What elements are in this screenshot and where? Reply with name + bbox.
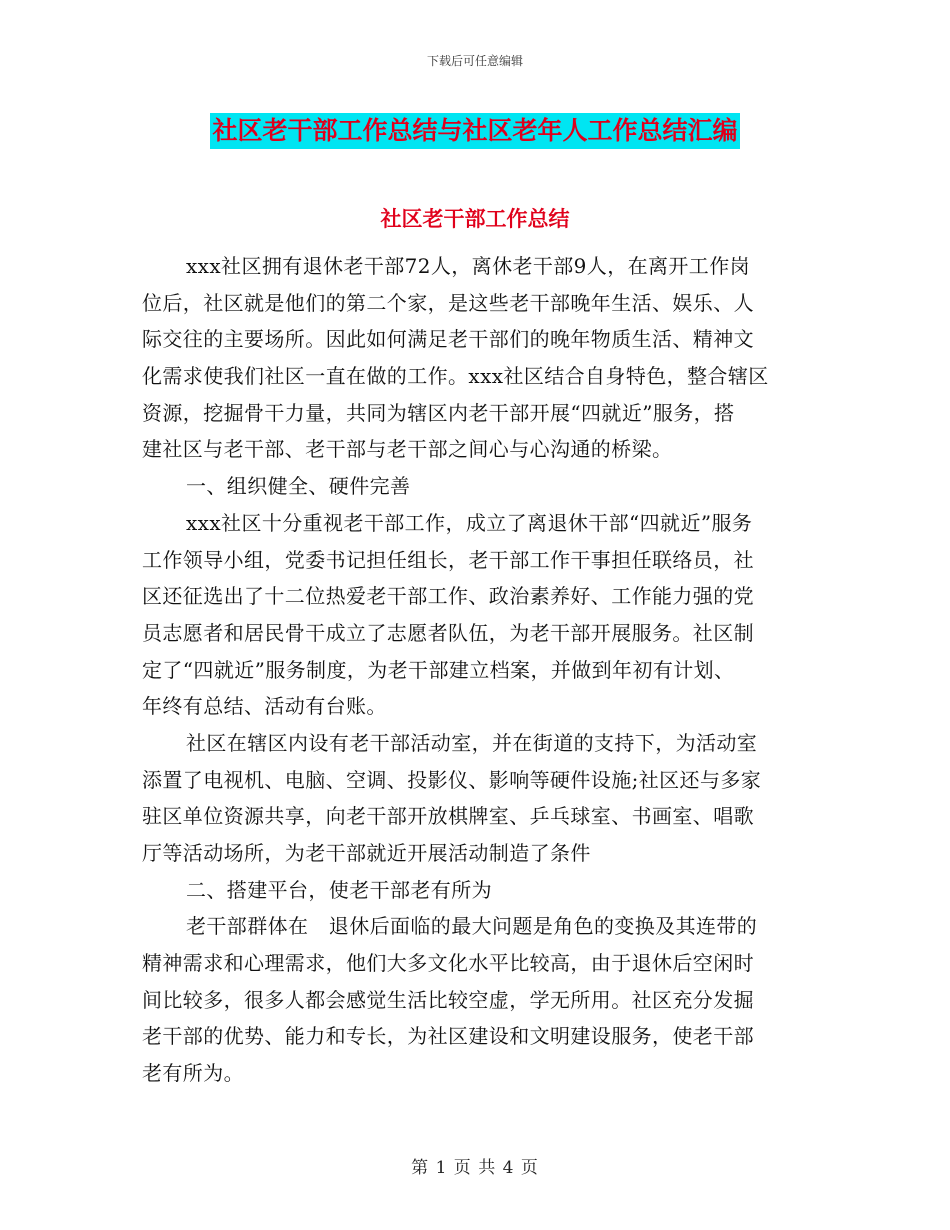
body-line: 际交往的主要场所。因此如何满足老干部们的晚年物质生活、精神文 xyxy=(142,327,754,352)
body-line: 老有所为。 xyxy=(142,1061,244,1086)
body-line: 化需求使我们社区一直在做的工作。xxx社区结合自身特色，整合辖区 xyxy=(142,364,769,389)
body-line: 员志愿者和居民骨干成立了志愿者队伍，为老干部开展服务。社区制 xyxy=(142,620,754,645)
body-line: 位后，社区就是他们的第二个家，是这些老干部晚年生活、娱乐、人 xyxy=(142,290,754,315)
body-line: 精神需求和心理需求，他们大多文化水平比较高，由于退休后空闲时 xyxy=(142,951,754,976)
body-line: 定了“四就近”服务制度，为老干部建立档案，并做到年初有计划、 xyxy=(142,657,735,682)
body-line: 添置了电视机、电脑、空调、投影仪、影响等硬件设施;社区还与多家 xyxy=(142,767,762,792)
document-title-container xyxy=(0,113,950,149)
document-title: 社区老干部工作总结与社区老年人工作总结汇编 xyxy=(210,113,739,149)
body-line: 社区在辖区内设有老干部活动室，并在街道的支持下，为活动室 xyxy=(186,730,758,755)
body-line: 间比较多，很多人都会感觉生活比较空虚，学无所用。社区充分发掘 xyxy=(142,987,754,1012)
body-line: 区还征选出了十二位热爱老干部工作、政治素养好、工作能力强的党 xyxy=(142,584,754,609)
body-line: 老干部的优势、能力和专长，为社区建设和文明建设服务，使老干部 xyxy=(142,1024,754,1049)
page-header-note: 下载后可任意编辑 xyxy=(426,54,523,68)
body-line: 工作领导小组，党委书记担任组长，老干部工作干事担任联络员，社 xyxy=(142,547,754,572)
body-line: 建社区与老干部、老干部与老干部之间心与心沟通的桥梁。 xyxy=(142,437,673,462)
section-title: 社区老干部工作总结 xyxy=(380,206,570,231)
body-line: 厅等活动场所，为老干部就近开展活动制造了条件 xyxy=(142,841,591,865)
body-line: 年终有总结、活动有台账。 xyxy=(142,694,387,719)
body-line: 资源，挖掘骨干力量，共同为辖区内老干部开展“四就近”服务，搭 xyxy=(142,400,735,425)
body-line: xxx社区拥有退休老干部72人，离休老干部9人，在离开工作岗 xyxy=(186,254,751,278)
document-body xyxy=(142,248,806,1092)
body-line: 老干部群体在 退休后面临的最大问题是角色的变换及其连带的 xyxy=(186,914,758,939)
body-line: 驻区单位资源共享，向老干部开放棋牌室、乒乓球室、书画室、唱歌 xyxy=(142,804,754,829)
section-heading: 一、组织健全、硬件完善 xyxy=(186,474,411,499)
body-line: xxx社区十分重视老干部工作，成立了离退休干部“四就近”服务 xyxy=(186,510,753,535)
section-heading: 二、搭建平台，使老干部老有所为 xyxy=(186,877,492,902)
page-number: 第 1 页 共 4 页 xyxy=(411,1158,539,1178)
